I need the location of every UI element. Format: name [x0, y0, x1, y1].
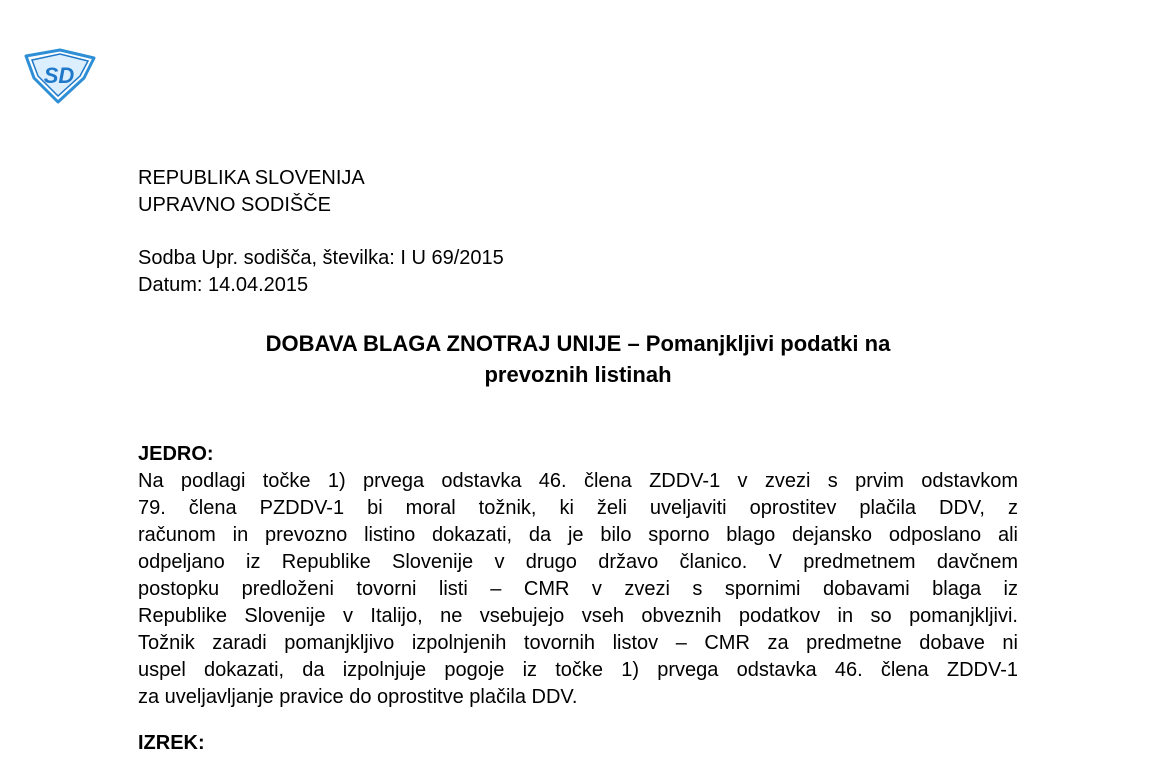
jedro-line: odpeljano iz Republike Slovenije v drugo državo članico. V predmetnem davčnem — [138, 551, 1018, 573]
jedro-body — [138, 468, 1018, 711]
title-line-2: prevoznih listinah — [484, 362, 672, 387]
jedro-line: Republike Slovenije v Italijo, ne vsebujejo vseh obveznih podatkov in so pomanjkljivi. — [138, 605, 1018, 627]
jedro-line: Na podlagi točke 1) prvega odstavka 46. člena ZDDV-1 v zvezi s prvim odstavkom — [138, 470, 1018, 492]
court-name: UPRAVNO SODIŠČE — [138, 194, 331, 216]
document-title — [138, 328, 1018, 390]
jedro-heading: JEDRO: — [138, 443, 214, 465]
jedro-line: računom in prevozno listino dokazati, da je bilo sporno blago dejansko odposlano ali — [138, 524, 1018, 546]
title-line-1: DOBAVA BLAGA ZNOTRAJ UNIJE – Pomanjkljivi podatki na — [265, 331, 891, 356]
court-logo — [22, 48, 96, 104]
case-meta — [138, 245, 1018, 299]
jedro-last-line: za uveljavljanje pravice do oprostitve plačila DDV. — [138, 686, 578, 708]
jedro-line: 79. člena PZDDV-1 bi moral tožnik, ki želi uveljaviti oprostitev plačila DDV, z — [138, 497, 1018, 519]
court-header — [138, 165, 1018, 219]
jedro-line: uspel dokazati, da izpolnjuje pogoje iz točke 1) prvega odstavka 46. člena ZDDV-1 — [138, 659, 1018, 681]
court-country: REPUBLIKA SLOVENIJA — [138, 167, 365, 189]
document-page — [138, 165, 1018, 757]
jedro-line: Tožnik zaradi pomanjkljivo izpolnjenih tovornih listov – CMR za predmetne dobave ni — [138, 632, 1018, 654]
jedro-line: postopku predloženi tovorni listi – CMR v zvezi s spornimi dobavami blaga iz — [138, 578, 1018, 600]
shield-logo-icon — [22, 48, 96, 104]
case-date: Datum: 14.04.2015 — [138, 274, 309, 296]
logo-letters: SD — [43, 63, 75, 88]
case-number: Sodba Upr. sodišča, številka: I U 69/2015 — [138, 247, 504, 269]
izrek-heading: IZREK: — [138, 732, 205, 754]
